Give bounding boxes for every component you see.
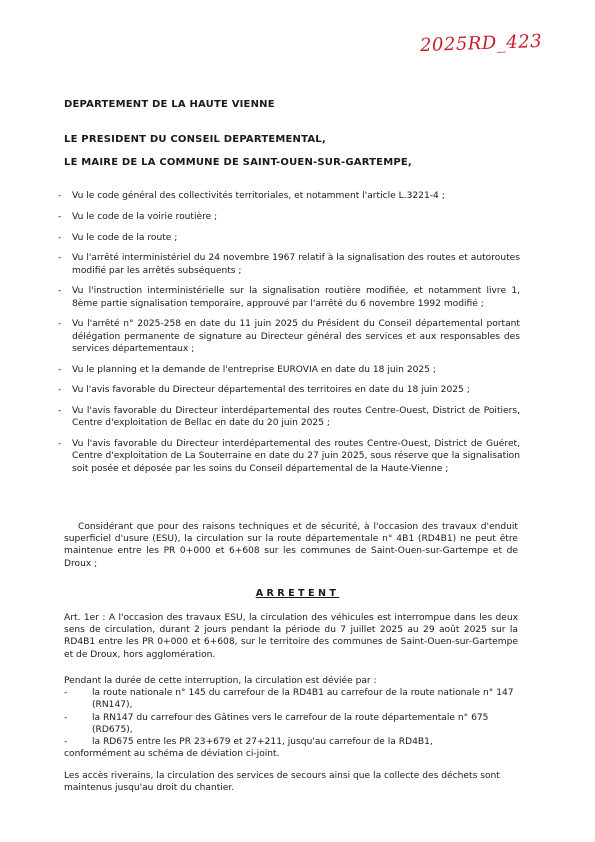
deviation-list (64, 687, 518, 748)
vu-item: - Vu le planning et la demande de l'entreprise EUROVIA en date du 18 juin 2025 ; (58, 364, 436, 375)
department-heading: DEPARTEMENT DE LA HAUTE VIENNE (64, 99, 275, 110)
president-heading: LE PRESIDENT DU CONSEIL DEPARTEMENTAL, (64, 134, 326, 145)
vu-item: - Vu l'avis favorable du Directeur interdépartemental des routes Centre-Ouest, District de Poitiers, Centre d'exploitation de Bellac en date du 20 juin 2025 ; (58, 406, 520, 429)
vu-item: - Vu l'instruction interministérielle sur la signalisation routière modifiée, et notamment livre 1, 8ème partie signalisation temporaire, approuvé par l'arrêté du 6 novembre 1992 modifié ; (58, 286, 520, 309)
conformity-note: conformément au schéma de déviation ci-joint. (64, 749, 280, 760)
vu-item: - Vu le code de la route ; (58, 232, 178, 243)
vu-item: - Vu le code de la voirie routière ; (58, 211, 218, 222)
article-1-paragraph: Art. 1er : A l'occasion des travaux ESU, la circulation des véhicules est interrompue dans les deux sens de circulation, durant 2 jours pendant la période du 7 juillet 2025 au 29 août 2025 sur la RD4B1 entre les PR 0+000 et 6+608, sur le territoire des communes de Saint-Ouen-sur-Gartempe et de Droux, hors agglomération. (64, 613, 518, 660)
vu-item: - Vu l'avis favorable du Directeur interdépartemental des routes Centre-Ouest, District de Guéret, Centre d'exploitation de La Souterraine en date du 27 juin 2025, sous réserve que la signalisation soit posée et déposée par les soins du Conseil départemental de la Haute-Vienne ; (58, 439, 520, 474)
considerant-paragraph: Considérant que pour des raisons techniques et de sécurité, à l'occasion des travaux d'enduit superficiel d'usure (ESU), la circulation sur la route départementale n° 4B1 (RD4B1) ne peut être maintenue entre les PR 0+000 et 6+608 sur les communes de Saint-Ouen-sur-Gartempe et de Droux ; (64, 522, 518, 569)
deviation-item: - la RD675 entre les PR 23+679 et 27+211, jusqu'au carrefour de la RD4B1, (64, 737, 433, 748)
deviation-item: - la RN147 du carrefour des Gâtines vers le carrefour de la route départementale n° 675 (RD675), (64, 712, 489, 735)
deviation-item: - la route nationale n° 145 du carrefour de la RD4B1 au carrefour de la route nationale n° 147 (RN147), (64, 688, 514, 711)
handwritten-reference-stamp: 2025RD_423 (419, 30, 543, 57)
deviation-intro: Pendant la durée de cette interruption, la circulation est déviée par : (64, 676, 377, 686)
vu-list (58, 190, 520, 483)
access-paragraph: Les accès riverains, la circulation des services de secours ainsi que la collecte des déchets sont maintenus jusqu'au droit du chantier. (64, 771, 500, 794)
deviation-section (64, 675, 518, 760)
vu-item: - Vu le code général des collectivités territoriales, et notamment l'article L.3221-4 ; (58, 191, 445, 201)
arretent-heading: ARRETENT (255, 588, 340, 599)
mayor-heading: LE MAIRE DE LA COMMUNE DE SAINT-OUEN-SUR-GARTEMPE, (64, 157, 412, 168)
vu-item: - Vu l'arrêté n° 2025-258 en date du 11 juin 2025 du Président du Conseil départemental portant délégation permanente de signature au Directeur général des services et aux responsables des services départementaux ; (58, 319, 520, 354)
vu-item: - Vu l'avis favorable du Directeur départemental des territoires en date du 18 juin 2025 ; (58, 385, 470, 396)
vu-item: - Vu l'arrêté interministériel du 24 novembre 1967 relatif à la signalisation des routes et autoroutes modifié par les arrêtés subséquents ; (58, 253, 520, 276)
